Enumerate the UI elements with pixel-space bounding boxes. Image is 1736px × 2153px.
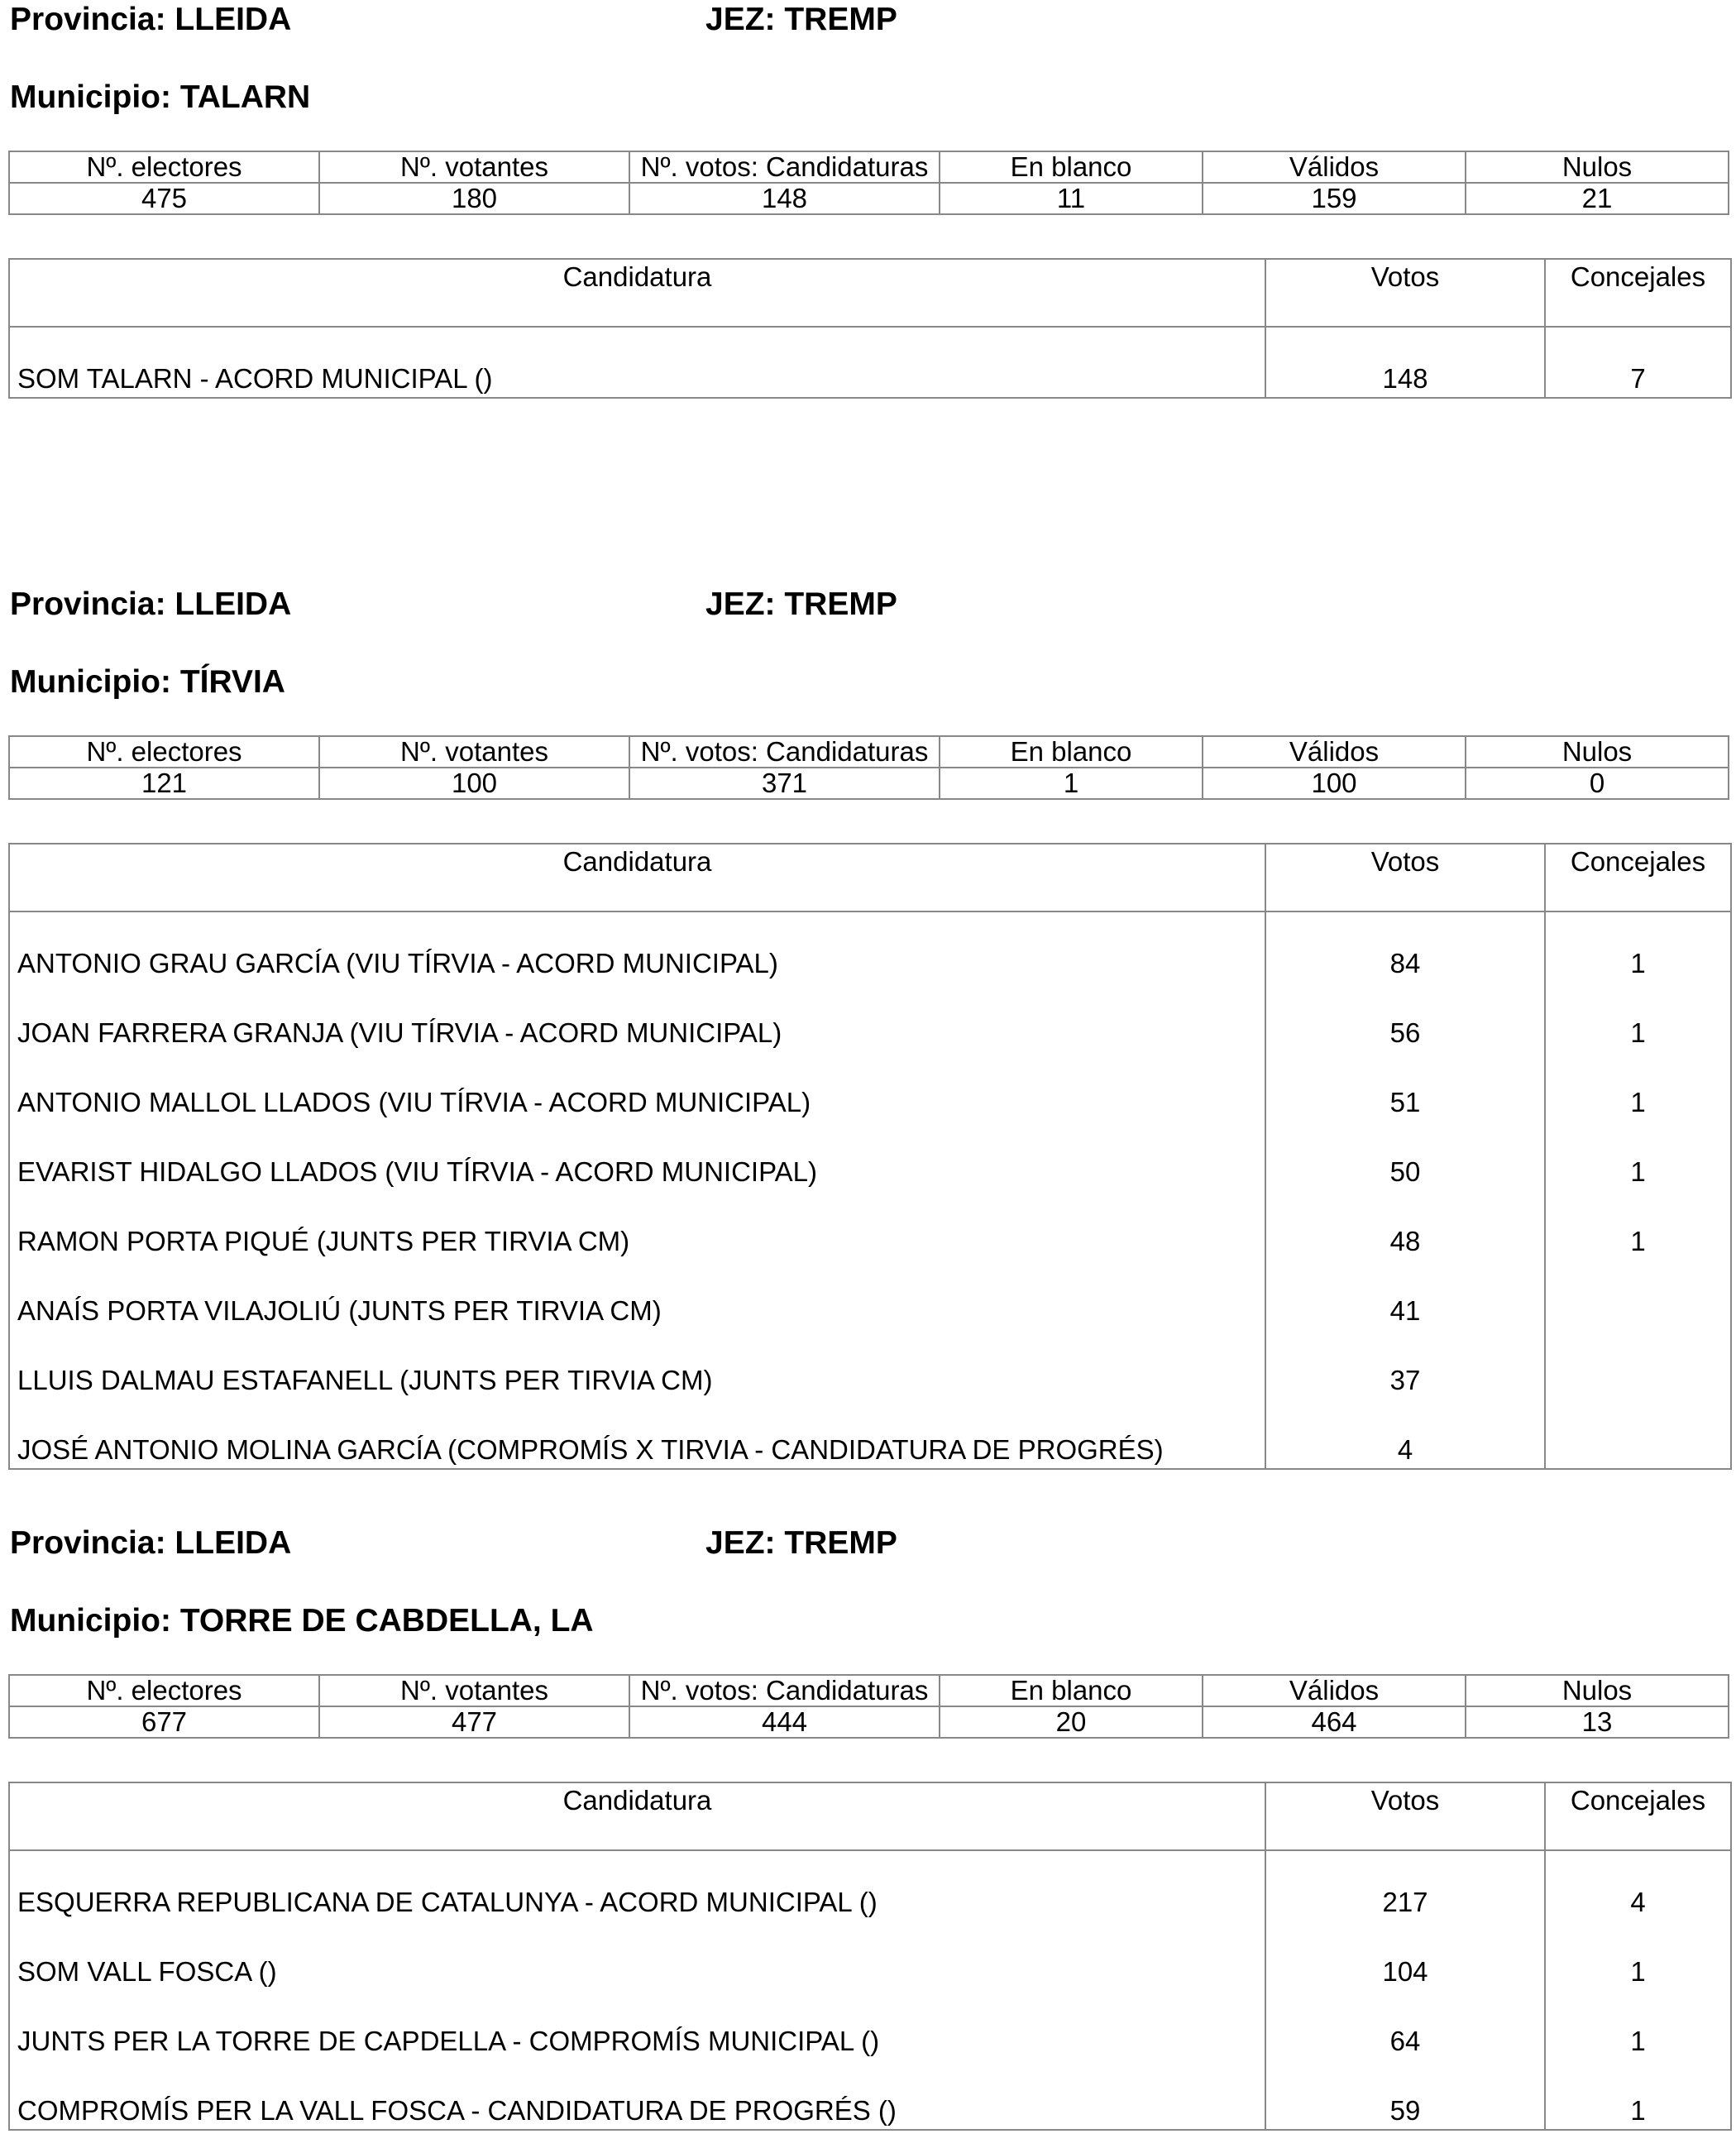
stats-value-cell: 371: [629, 768, 940, 799]
stats-value-cell: 477: [319, 1706, 629, 1738]
candidate-name: JOAN FARRERA GRANJA (VIU TÍRVIA - ACORD MUNICIPAL): [9, 982, 1265, 1051]
candidate-votes: 59: [1265, 2060, 1545, 2130]
candidate-name: JUNTS PER LA TORRE DE CAPDELLA - COMPROMÍS MUNICIPAL (): [9, 1990, 1265, 2060]
candidate-concejales: 7: [1545, 327, 1731, 398]
candidates-header-row: [9, 259, 1731, 327]
candidate-concejales: [1545, 1399, 1731, 1469]
municipio-label: Municipio:: [10, 1603, 171, 1639]
candidate-name: SOM TALARN - ACORD MUNICIPAL (): [9, 327, 1265, 398]
candidates-header-cell: Concejales: [1545, 844, 1731, 911]
candidate-votes: 84: [1265, 911, 1545, 982]
jez-label: JEZ:: [705, 2, 776, 37]
candidate-row: [9, 1121, 1731, 1190]
jez-value: TREMP: [784, 586, 897, 622]
candidate-concejales: 4: [1545, 1850, 1731, 1921]
candidates-header-cell: Concejales: [1545, 259, 1731, 327]
candidate-concejales: [1545, 1329, 1731, 1399]
stats-value-cell: 148: [629, 183, 940, 214]
candidates-header-cell: Votos: [1265, 1782, 1545, 1850]
candidate-name: SOM VALL FOSCA (): [9, 1921, 1265, 1990]
candidate-name: LLUIS DALMAU ESTAFANELL (JUNTS PER TIRVIA CM): [9, 1329, 1265, 1399]
stats-header-cell: Nº. votantes: [319, 1675, 629, 1706]
candidate-concejales: 1: [1545, 2060, 1731, 2130]
candidate-votes: 51: [1265, 1051, 1545, 1121]
candidates-header-cell: Concejales: [1545, 1782, 1731, 1850]
candidate-name: COMPROMÍS PER LA VALL FOSCA - CANDIDATURA DE PROGRÉS (): [9, 2060, 1265, 2130]
municipio-value: TALARN: [179, 79, 311, 115]
stats-value-row: [9, 1706, 1729, 1738]
stats-value-cell: 100: [1203, 768, 1466, 799]
candidate-votes: 217: [1265, 1850, 1545, 1921]
candidate-row: [9, 327, 1731, 398]
candidate-concejales: 1: [1545, 982, 1731, 1051]
provincia-value: LLEIDA: [175, 2, 292, 37]
stats-value-cell: 677: [9, 1706, 319, 1738]
stats-table: [8, 151, 1729, 215]
candidates-header-row: [9, 1782, 1731, 1850]
stats-value-cell: 0: [1466, 768, 1729, 799]
candidate-votes: 56: [1265, 982, 1545, 1051]
candidate-row: [9, 1921, 1731, 1990]
candidate-concejales: 1: [1545, 1990, 1731, 2060]
stats-header-cell: Nº. votos: Candidaturas: [629, 151, 940, 183]
candidates-table: [8, 258, 1732, 399]
stats-header-cell: Nº. votos: Candidaturas: [629, 1675, 940, 1706]
municipio-label: Municipio:: [10, 79, 171, 115]
candidate-votes: 64: [1265, 1990, 1545, 2060]
stats-value-cell: 121: [9, 768, 319, 799]
candidates-header-row: [9, 844, 1731, 911]
stats-header-cell: Nº. votos: Candidaturas: [629, 736, 940, 768]
municipio-value: TORRE DE CABDELLA, LA: [179, 1603, 594, 1639]
candidate-concejales: 1: [1545, 911, 1731, 982]
jez-value: TREMP: [784, 2, 897, 37]
stats-value-row: [9, 768, 1729, 799]
candidates-table: [8, 1782, 1732, 2131]
candidate-concejales: 1: [1545, 1051, 1731, 1121]
jez-line: [705, 2, 897, 38]
stats-value-cell: 11: [940, 183, 1203, 214]
municipio-line: [10, 79, 310, 116]
stats-header-cell: En blanco: [940, 1675, 1203, 1706]
candidate-row: [9, 1399, 1731, 1469]
jez-value: TREMP: [784, 1525, 897, 1561]
stats-value-cell: 464: [1203, 1706, 1466, 1738]
stats-value-cell: 20: [940, 1706, 1203, 1738]
candidate-row: [9, 1260, 1731, 1329]
provincia-line: [10, 2, 291, 38]
stats-value-cell: 1: [940, 768, 1203, 799]
stats-value-cell: 159: [1203, 183, 1466, 214]
candidate-name: ANTONIO MALLOL LLADOS (VIU TÍRVIA - ACORD MUNICIPAL): [9, 1051, 1265, 1121]
jez-line: [705, 1525, 897, 1562]
candidates-header-cell: Votos: [1265, 844, 1545, 911]
stats-value-cell: 21: [1466, 183, 1729, 214]
stats-header-cell: Nº. electores: [9, 736, 319, 768]
stats-value-cell: 13: [1466, 1706, 1729, 1738]
candidates-header-cell: Votos: [1265, 259, 1545, 327]
candidates-header-cell: Candidatura: [9, 844, 1265, 911]
municipio-value: TÍRVIA: [179, 664, 285, 700]
stats-value-cell: 475: [9, 183, 319, 214]
provincia-value: LLEIDA: [175, 586, 292, 622]
candidate-row: [9, 1329, 1731, 1399]
stats-table: [8, 1674, 1729, 1739]
provincia-label: Provincia:: [10, 586, 166, 622]
candidate-votes: 104: [1265, 1921, 1545, 1990]
candidate-concejales: [1545, 1260, 1731, 1329]
stats-value-cell: 180: [319, 183, 629, 214]
candidate-row: [9, 911, 1731, 982]
stats-header-cell: Válidos: [1203, 736, 1466, 768]
municipio-line: [10, 664, 285, 701]
candidate-votes: 50: [1265, 1121, 1545, 1190]
jez-label: JEZ:: [705, 1525, 776, 1561]
candidate-row: [9, 2060, 1731, 2130]
candidate-votes: 37: [1265, 1329, 1545, 1399]
candidate-name: EVARIST HIDALGO LLADOS (VIU TÍRVIA - ACORD MUNICIPAL): [9, 1121, 1265, 1190]
municipality-section: [0, 585, 1736, 1465]
candidate-row: [9, 1990, 1731, 2060]
candidate-row: [9, 1190, 1731, 1260]
provincia-label: Provincia:: [10, 2, 166, 37]
provincia-line: [10, 1525, 291, 1562]
candidate-name: ANAÍS PORTA VILAJOLIÚ (JUNTS PER TIRVIA CM): [9, 1260, 1265, 1329]
stats-header-cell: Nº. electores: [9, 1675, 319, 1706]
candidates-header-cell: Candidatura: [9, 259, 1265, 327]
stats-table: [8, 735, 1729, 800]
stats-header-row: [9, 736, 1729, 768]
stats-header-cell: En blanco: [940, 151, 1203, 183]
jez-line: [705, 586, 897, 623]
candidate-concejales: 1: [1545, 1121, 1731, 1190]
provincia-label: Provincia:: [10, 1525, 166, 1561]
candidate-name: RAMON PORTA PIQUÉ (JUNTS PER TIRVIA CM): [9, 1190, 1265, 1260]
provincia-line: [10, 586, 291, 623]
candidate-votes: 41: [1265, 1260, 1545, 1329]
stats-value-cell: 100: [319, 768, 629, 799]
candidate-row: [9, 1850, 1731, 1921]
stats-header-cell: Válidos: [1203, 151, 1466, 183]
stats-header-cell: En blanco: [940, 736, 1203, 768]
provincia-value: LLEIDA: [175, 1525, 292, 1561]
stats-header-cell: Nº. electores: [9, 151, 319, 183]
candidate-votes: 48: [1265, 1190, 1545, 1260]
municipality-section: [0, 0, 1736, 629]
jez-label: JEZ:: [705, 586, 776, 622]
stats-value-cell: 444: [629, 1706, 940, 1738]
candidate-concejales: 1: [1545, 1921, 1731, 1990]
candidates-header-cell: Candidatura: [9, 1782, 1265, 1850]
stats-header-cell: Nulos: [1466, 151, 1729, 183]
stats-header-cell: Nulos: [1466, 736, 1729, 768]
candidate-name: JOSÉ ANTONIO MOLINA GARCÍA (COMPROMÍS X TIRVIA - CANDIDATURA DE PROGRÉS): [9, 1399, 1265, 1469]
municipio-line: [10, 1603, 594, 1639]
stats-header-cell: Nulos: [1466, 1675, 1729, 1706]
candidate-row: [9, 1051, 1731, 1121]
stats-header-cell: Válidos: [1203, 1675, 1466, 1706]
stats-header-row: [9, 1675, 1729, 1706]
candidates-table: [8, 843, 1732, 1470]
municipio-label: Municipio:: [10, 664, 171, 700]
candidate-votes: 4: [1265, 1399, 1545, 1469]
candidate-votes: 148: [1265, 327, 1545, 398]
candidate-concejales: 1: [1545, 1190, 1731, 1260]
candidate-name: ANTONIO GRAU GARCÍA (VIU TÍRVIA - ACORD MUNICIPAL): [9, 911, 1265, 982]
candidate-row: [9, 982, 1731, 1051]
stats-header-cell: Nº. votantes: [319, 151, 629, 183]
stats-header-row: [9, 151, 1729, 183]
stats-header-cell: Nº. votantes: [319, 736, 629, 768]
candidate-name: ESQUERRA REPUBLICANA DE CATALUNYA - ACORD MUNICIPAL (): [9, 1850, 1265, 1921]
stats-value-row: [9, 183, 1729, 214]
municipality-section: [0, 1524, 1736, 2152]
